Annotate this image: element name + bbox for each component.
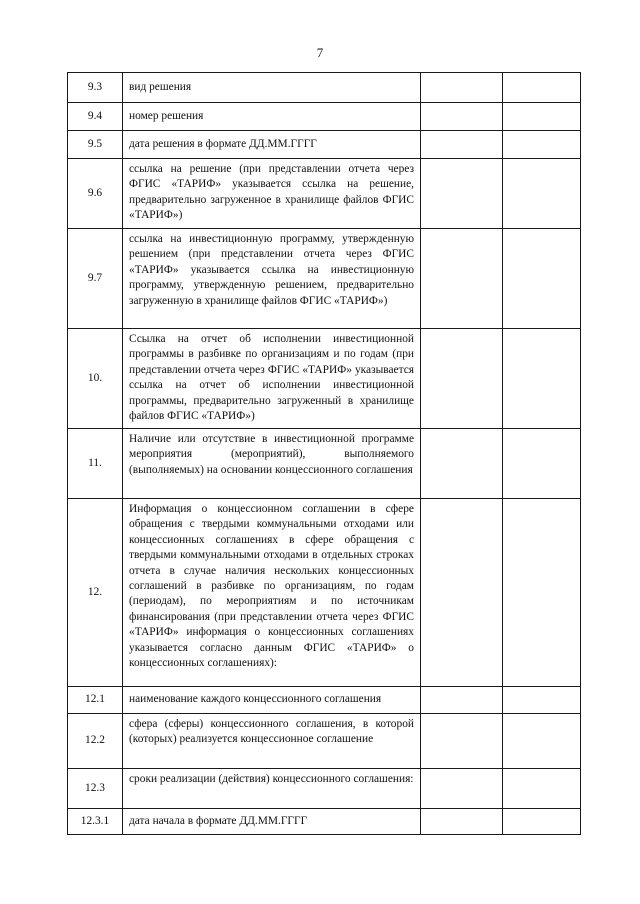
table-row [68, 429, 581, 499]
row-description: Информация о концессионном соглашении в сфере обращения с твердыми коммунальными отходами или концессионных соглашениях в сфере обращения с твердыми коммунальными отходами в отдельных строках отчета в случае наличия нескольких концессионных соглашений в разбивке по организациям, по годам (периодам), по мероприятиям и по источникам финансирования (при представлении отчета через ФГИС «ТАРИФ» информация о концессионных соглашениях указывается согласно данным ФГИС «ТАРИФ» о концессионных соглашениях): [123, 499, 421, 687]
empty-cell [503, 159, 581, 229]
row-number: 9.7 [68, 229, 123, 329]
empty-cell [421, 103, 503, 131]
table-row [68, 229, 581, 329]
report-table [67, 72, 581, 835]
row-number: 9.3 [68, 73, 123, 103]
row-description: ссылка на решение (при представлении отчета через ФГИС «ТАРИФ» указывается ссылка на решение, предварительно загруженное в хранилище файлов ФГИС «ТАРИФ») [123, 159, 421, 229]
row-description: сроки реализации (действия) концессионного соглашения: [123, 769, 421, 809]
row-description: наименование каждого концессионного соглашения [123, 687, 421, 714]
table-row [68, 809, 581, 835]
row-number: 12.3.1 [68, 809, 123, 835]
empty-cell [421, 229, 503, 329]
empty-cell [503, 229, 581, 329]
table-row [68, 103, 581, 131]
row-number: 12.1 [68, 687, 123, 714]
page-number: 7 [316, 45, 324, 60]
row-description: вид решения [123, 73, 421, 103]
table-row [68, 73, 581, 103]
empty-cell [421, 809, 503, 835]
table-row [68, 714, 581, 769]
empty-cell [421, 159, 503, 229]
empty-cell [421, 73, 503, 103]
empty-cell [503, 131, 581, 159]
row-number: 9.5 [68, 131, 123, 159]
empty-cell [503, 103, 581, 131]
empty-cell [421, 769, 503, 809]
empty-cell [503, 687, 581, 714]
empty-cell [503, 809, 581, 835]
row-description: Ссылка на отчет об исполнении инвестиционной программы в разбивке по организациям и по годам (при представлении отчета через ФГИС «ТАРИФ» указывается ссылка на отчет об исполнении инвестиционной программы, предварительно загруженный в хранилище файлов ФГИС «ТАРИФ») [123, 329, 421, 429]
row-number: 12.2 [68, 714, 123, 769]
empty-cell [503, 429, 581, 499]
row-number: 9.6 [68, 159, 123, 229]
empty-cell [503, 499, 581, 687]
table-row [68, 687, 581, 714]
empty-cell [503, 714, 581, 769]
empty-cell [503, 73, 581, 103]
empty-cell [503, 769, 581, 809]
row-number: 12.3 [68, 769, 123, 809]
table-row [68, 131, 581, 159]
row-number: 11. [68, 429, 123, 499]
table-row [68, 499, 581, 687]
row-number: 12. [68, 499, 123, 687]
row-number: 9.4 [68, 103, 123, 131]
row-description: дата решения в формате ДД.ММ.ГГГГ [123, 131, 421, 159]
empty-cell [421, 714, 503, 769]
row-description: дата начала в формате ДД.ММ.ГГГГ [123, 809, 421, 835]
empty-cell [421, 131, 503, 159]
table-row [68, 769, 581, 809]
empty-cell [503, 329, 581, 429]
empty-cell [421, 429, 503, 499]
empty-cell [421, 687, 503, 714]
table-row [68, 329, 581, 429]
row-description: номер решения [123, 103, 421, 131]
row-description: ссылка на инвестиционную программу, утвержденную решением (при представлении отчета через ФГИС «ТАРИФ» указывается ссылка на инвестиционную программу, утвержденную решением, предварительно загруженную в хранилище файлов ФГИС «ТАРИФ») [123, 229, 421, 329]
row-number: 10. [68, 329, 123, 429]
table-row [68, 159, 581, 229]
empty-cell [421, 329, 503, 429]
row-description: Наличие или отсутствие в инвестиционной программе мероприятия (мероприятий), выполняемого (выполняемых) на основании концессионного соглашения [123, 429, 421, 499]
row-description: сфера (сферы) концессионного соглашения, в которой (которых) реализуется концессионное соглашение [123, 714, 421, 769]
empty-cell [421, 499, 503, 687]
